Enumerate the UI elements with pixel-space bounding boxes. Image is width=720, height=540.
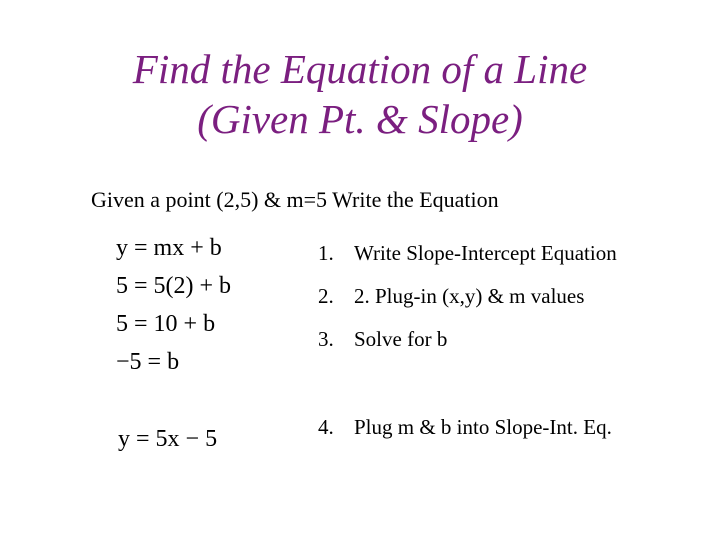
- step-1-text: Write Slope-Intercept Equation: [354, 241, 617, 265]
- step-3-text: Solve for b: [354, 327, 448, 351]
- step-4: [318, 414, 612, 440]
- slide-title: [0, 44, 720, 144]
- title-line-1: Find the Equation of a Line: [132, 46, 588, 92]
- title-line-2: (Given Pt. & Slope): [197, 96, 523, 142]
- equation-line-2: 5 = 5(2) + b: [116, 273, 232, 299]
- step-2-text: 2. Plug-in (x,y) & m values: [354, 284, 585, 308]
- step-2: [318, 283, 584, 309]
- problem-statement: Given a point (2,5) & m=5 Write the Equation: [91, 187, 499, 212]
- final-equation: y = 5x − 5: [118, 426, 218, 452]
- step-1-number: 1.: [318, 241, 334, 265]
- step-4-text: Plug m & b into Slope-Int. Eq.: [354, 415, 612, 439]
- step-4-number: 4.: [318, 415, 334, 439]
- equation-line-1: y = mx + b: [116, 235, 222, 261]
- equation-line-4: −5 = b: [116, 349, 180, 375]
- step-2-number: 2.: [318, 284, 334, 308]
- equation-line-3: 5 = 10 + b: [116, 311, 216, 337]
- step-1: [318, 240, 617, 266]
- equation-work: [116, 229, 231, 381]
- step-3: [318, 326, 447, 352]
- step-3-number: 3.: [318, 327, 334, 351]
